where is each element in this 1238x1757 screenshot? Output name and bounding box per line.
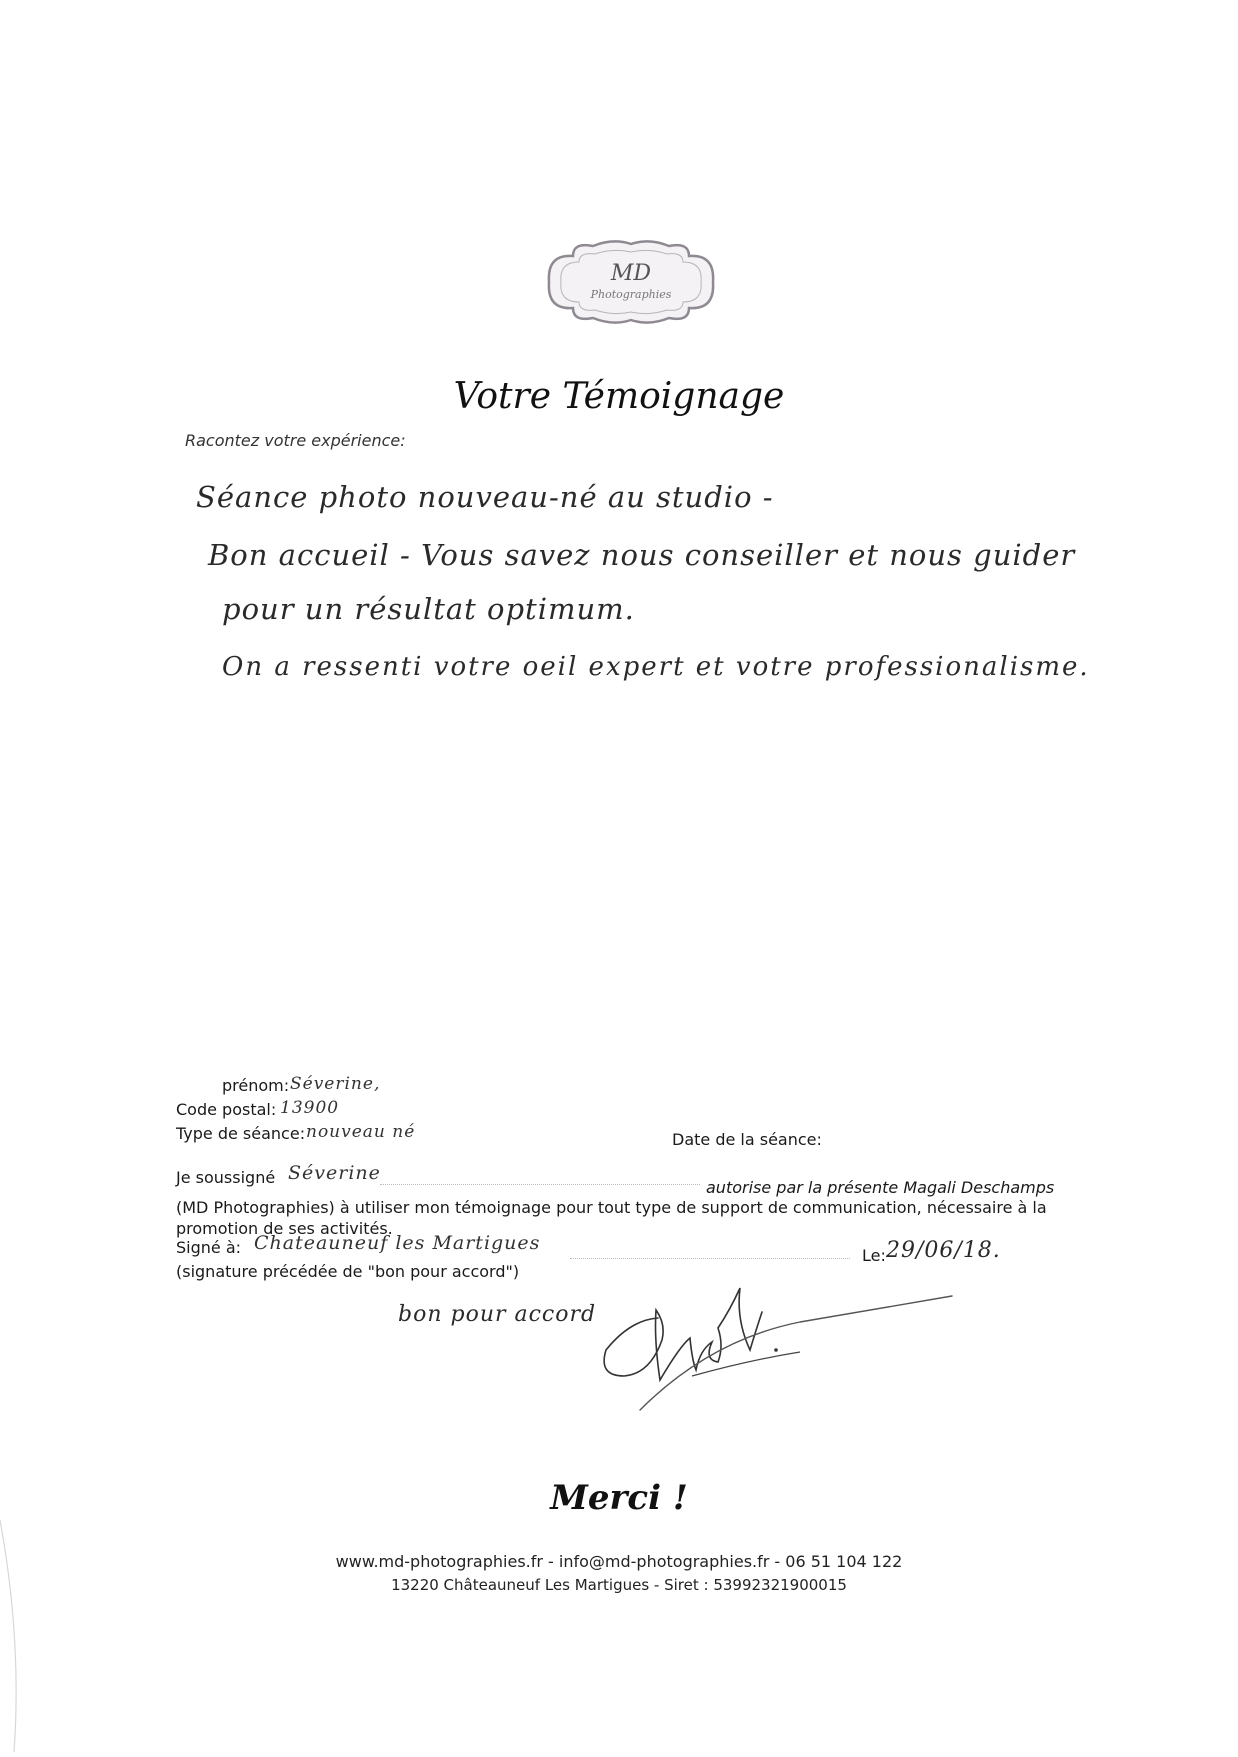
testimonial-line: pour un résultat optimum.: [222, 592, 635, 626]
testimonial-line: Séance photo nouveau-né au studio -: [196, 480, 774, 514]
signature-note: (signature précédée de "bon pour accord"): [176, 1262, 520, 1281]
signature: [600, 1280, 960, 1420]
page-fold-decoration: [0, 1520, 30, 1752]
logo: [543, 236, 719, 328]
prenom-label: prénom:: [222, 1076, 290, 1095]
je-soussigne-label: Je soussigné: [176, 1168, 276, 1187]
merci-heading: Merci !: [550, 1478, 688, 1518]
signe-a-value: Chateauneuf les Martigues: [254, 1232, 541, 1254]
footer-contact: www.md-photographies.fr - info@md-photographies.fr - 06 51 104 122: [335, 1552, 903, 1571]
footer-address: 13220 Châteauneuf Les Martigues - Siret : 53992321900015: [391, 1576, 847, 1594]
le-label: Le:: [862, 1246, 886, 1265]
autorise-text: autorise par la présente Magali Deschamps: [706, 1178, 1055, 1197]
logo-subtitle: Photographies: [590, 288, 672, 301]
je-soussigne-value: Séverine: [288, 1162, 381, 1184]
logo-monogram: MD: [610, 261, 652, 286]
page-title: Votre Témoignage: [453, 376, 785, 417]
testimonial-line: Bon accueil - Vous savez nous conseiller et nous guider: [208, 538, 1076, 572]
bon-pour-accord: bon pour accord: [398, 1302, 597, 1327]
type-seance-value: nouveau né: [306, 1122, 416, 1142]
code-postal-value: 13900: [280, 1098, 340, 1118]
code-postal-label: Code postal:: [176, 1100, 277, 1119]
date-seance-label: Date de la séance:: [672, 1130, 822, 1149]
consent-paragraph: (MD Photographies) à utiliser mon témoignage pour tout type de support de communication, nécessaire à la promotion de ses activités.: [176, 1198, 1047, 1238]
divider: [380, 1184, 700, 1185]
type-seance-label: Type de séance:: [176, 1124, 306, 1143]
testimonial-line: On a ressenti votre oeil expert et votre professionalisme.: [222, 652, 1090, 682]
prompt-label: Racontez votre expérience:: [185, 431, 406, 450]
prenom-value: Séverine,: [290, 1074, 381, 1094]
le-value: 29/06/18.: [886, 1238, 1001, 1263]
signe-a-label: Signé à:: [176, 1238, 242, 1257]
divider: [570, 1258, 850, 1259]
